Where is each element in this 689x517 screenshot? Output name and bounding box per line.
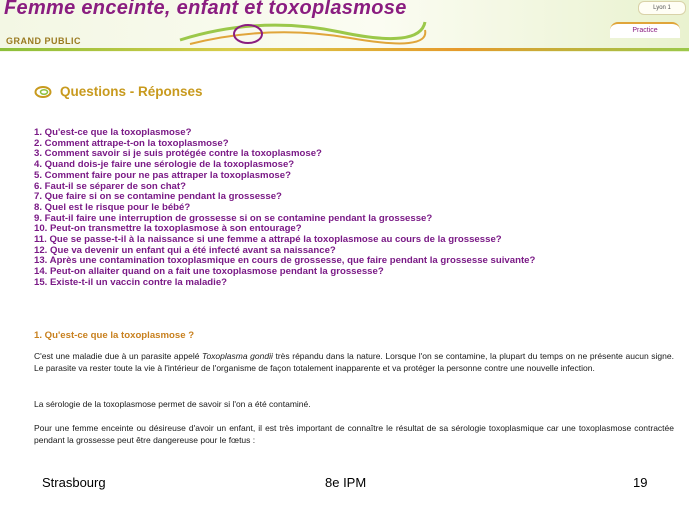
audience-label: GRAND PUBLIC — [6, 36, 81, 46]
section-title: Questions - Réponses — [60, 84, 203, 99]
answer-paragraph-3: Pour une femme enceinte ou désireuse d'avoir un enfant, il est très important de connaître le résultat de sa sérologie toxoplasmique car une toxoplasmose contractée pendant la grossesse peut être dangereuse pour le fœtus : — [34, 423, 674, 445]
question-link-12[interactable]: 12. Que va devenir un enfant qui a été infecté avant sa naissance? — [34, 244, 336, 256]
section-header — [34, 84, 203, 99]
footer-location: Strasbourg — [42, 475, 106, 490]
question-link-11[interactable]: 11. Que se passe-t-il à la naissance si une femme a attrapé la toxoplasmose au cours de la grossesse? — [34, 234, 502, 246]
answer-heading: 1. Qu'est-ce que la toxoplasmose ? — [34, 330, 195, 341]
question-list — [34, 128, 674, 289]
page-banner — [0, 0, 689, 52]
banner-title: Femme enceinte, enfant et toxoplasmose — [4, 0, 407, 19]
question-link-10[interactable]: 10. Peut-on transmettre la toxoplasmose à son entourage? — [34, 223, 302, 235]
question-link-5[interactable]: 5. Comment faire pour ne pas attraper la toxoplasmose? — [34, 169, 291, 181]
question-link-15[interactable]: 15. Existe-t-il un vaccin contre la maladie? — [34, 276, 228, 288]
question-link-6[interactable]: 6. Faut-il se séparer de son chat? — [34, 180, 186, 192]
question-link-2[interactable]: 2. Comment attrape-t-on la toxoplasmose? — [34, 137, 229, 149]
question-link-4[interactable]: 4. Quand dois-je faire une sérologie de la toxoplasmose? — [34, 159, 295, 171]
footer-event: 8e IPM — [325, 475, 367, 490]
answer-paragraph-2: La sérologie de la toxoplasmose permet de savoir si l'on a été contaminé. — [34, 399, 311, 409]
question-link-3[interactable]: 3. Comment savoir si je suis protégée contre la toxoplasmose? — [34, 148, 322, 160]
question-link-8[interactable]: 8. Quel est le risque pour le bébé? — [34, 201, 191, 213]
answer-p1-text: C'est une maladie due à un parasite appelé — [34, 351, 203, 361]
question-link-1[interactable]: 1. Qu'est-ce que la toxoplasmose? — [34, 127, 192, 138]
answer-paragraph-1 — [34, 351, 674, 375]
banner-swoosh-icon — [170, 10, 430, 50]
question-link-14[interactable]: 14. Peut-on allaiter quand on a fait une toxoplasmose pendant la grossesse? — [34, 266, 384, 278]
parasite-name: Toxoplasma gondii — [202, 351, 273, 361]
university-badge: Lyon 1 — [638, 1, 686, 15]
answer-p1-text-continued: très répandu dans la nature. Lorsque l'on se contamine, la plupart du temps on ne présente aucun signe. Le parasite va rester toute la vie à l'intérieur de l'organisme de façon totalement inapparente et va protéger la personne contre une nouvelle infection. — [34, 351, 674, 373]
banner-stripe — [0, 48, 689, 51]
swirl-icon — [34, 85, 52, 99]
question-link-9[interactable]: 9. Faut-il faire une interruption de grossesse si on se contamine pendant la grossesse? — [34, 212, 433, 224]
slide-number: 19 — [633, 475, 648, 490]
question-link-7[interactable]: 7. Que faire si on se contamine pendant la grossesse? — [34, 191, 282, 203]
question-link-13[interactable]: 13. Après une contamination toxoplasmique en cours de grossesse, que faire pendant la grossesse suivante? — [34, 255, 536, 267]
tab-practice[interactable]: Practice — [610, 22, 680, 38]
